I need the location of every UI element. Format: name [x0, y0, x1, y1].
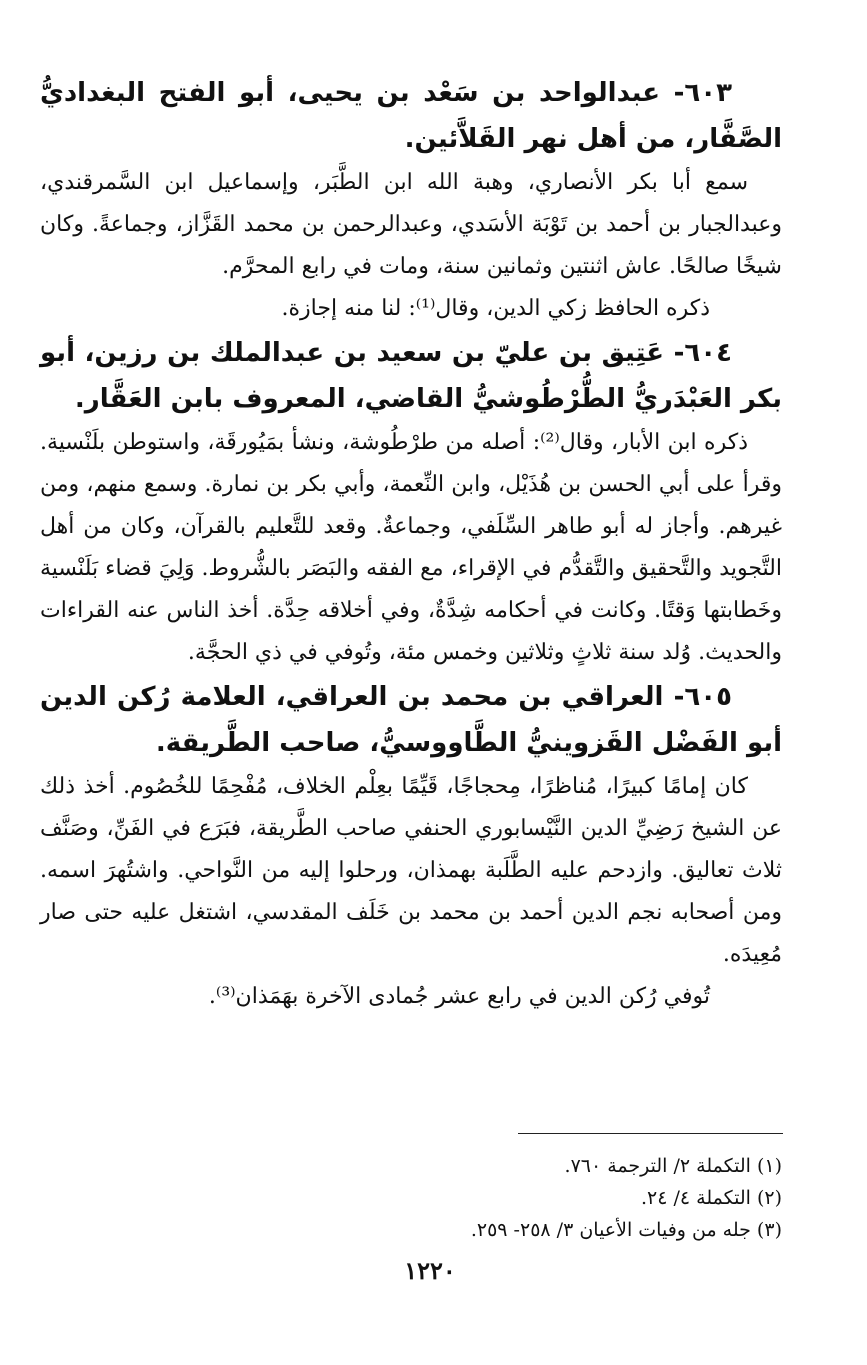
page-body [40, 70, 782, 1018]
footnote-1: (١) التكملة ٢/ الترجمة ٧٦٠. [564, 1155, 782, 1177]
entry-604-paragraph-1: ذكره ابن الأبار، وقال⁽²⁾: أصله من طرْطُوشة، ونشأ بمَيُورقَة، واستوطن بلَنْسية. وقرأ على أبي الحسن بن هُذَيْل، وابن النِّعمة، وأبي بكر بن نمارة. وسمع منهم، ومن غيرهم. وأجاز له أبو طاهر السِّلَفي، وجماعةٌ. وقعد للتَّعليم بالقرآن، وكان من أهل التَّجويد والتَّحقيق والتَّقدُّم في الإقراء، مع الفقه والبَصَر بالشُّروط. وَلِيَ قضاء بَلَنْسية وخَطابتها وَقتًا. وكانت في أحكامه شِدَّةٌ، وفي أخلاقه حِدَّة. أخذ الناس عنه القراءات والحديث. وُلد سنة ثلاثٍ وثلاثين وخمس مئة، وتُوفي في ذي الحجَّة. [40, 430, 782, 665]
page-number: ١٢٢٠ [404, 1256, 456, 1285]
entry-title-605: ٦٠٥- العراقي بن محمد بن العراقي، العلامة رُكن الدين أبو الفَضْل القَزوينيُّ الطَّاووسيُّ، صاحب الطَّريقة. [40, 682, 782, 758]
footnotes [300, 1150, 782, 1246]
entry-605-paragraph-2: تُوفي رُكن الدين في رابع عشر جُمادى الآخرة بهَمَذان⁽³⁾. [208, 984, 710, 1009]
entry-title-604: ٦٠٤- عَتِيق بن عليّ بن سعيد بن عبدالملك بن رزين، أبو بكر العَبْدَريُّ الطُّرْطُوشيُّ القاضي، المعروف بابن العَقَّار. [40, 338, 782, 414]
entry-603-paragraph-2: ذكره الحافظ زكي الدين، وقال⁽¹⁾: لنا منه إجازة. [281, 296, 710, 321]
footnotes-divider [518, 1133, 783, 1134]
entry-605-paragraph-1: كان إمامًا كبيرًا، مُناظرًا، مِحجاجًا، قَيِّمًا بعِلْم الخلاف، مُفْحِمًا للخُصُوم. أخذ ذلك عن الشيخ رَضِيِّ الدين النَّيْسابوري الحنفي صاحب الطَّريقة، فبَرَع في الفَنِّ، وصَنَّف ثلاث تعاليق. وازدحم عليه الطَّلَبة بهمذان، ورحلوا إليه من النَّواحي. واشتُهرَ اسمه. ومن أصحابه نجم الدين أحمد بن محمد بن خَلَف المقدسي، اشتغل عليه حتى صار مُعِيدَه. [40, 774, 782, 967]
entry-title-603: ٦٠٣- عبدالواحد بن سَعْد بن يحيى، أبو الفتح البغداديُّ الصَّفَّار، من أهل نهر القَلاَّئين. [40, 78, 782, 154]
footnote-3: (٣) جله من وفيات الأعيان ٣/ ٢٥٨- ٢٥٩. [470, 1219, 782, 1241]
entry-603-paragraph-1: سمع أبا بكر الأنصاري، وهبة الله ابن الطَّبَر، وإسماعيل ابن السَّمرقندي، وعبدالجبار بن أحمد بن تَوْبَة الأسَدي، وعبدالرحمن بن محمد القَزَّاز، وجماعةً. وكان شيخًا صالحًا. عاش اثنتين وثمانين سنة، ومات في رابع المحرَّم. [40, 170, 782, 279]
footnote-2: (٢) التكملة ٤/ ٢٤. [640, 1187, 782, 1209]
